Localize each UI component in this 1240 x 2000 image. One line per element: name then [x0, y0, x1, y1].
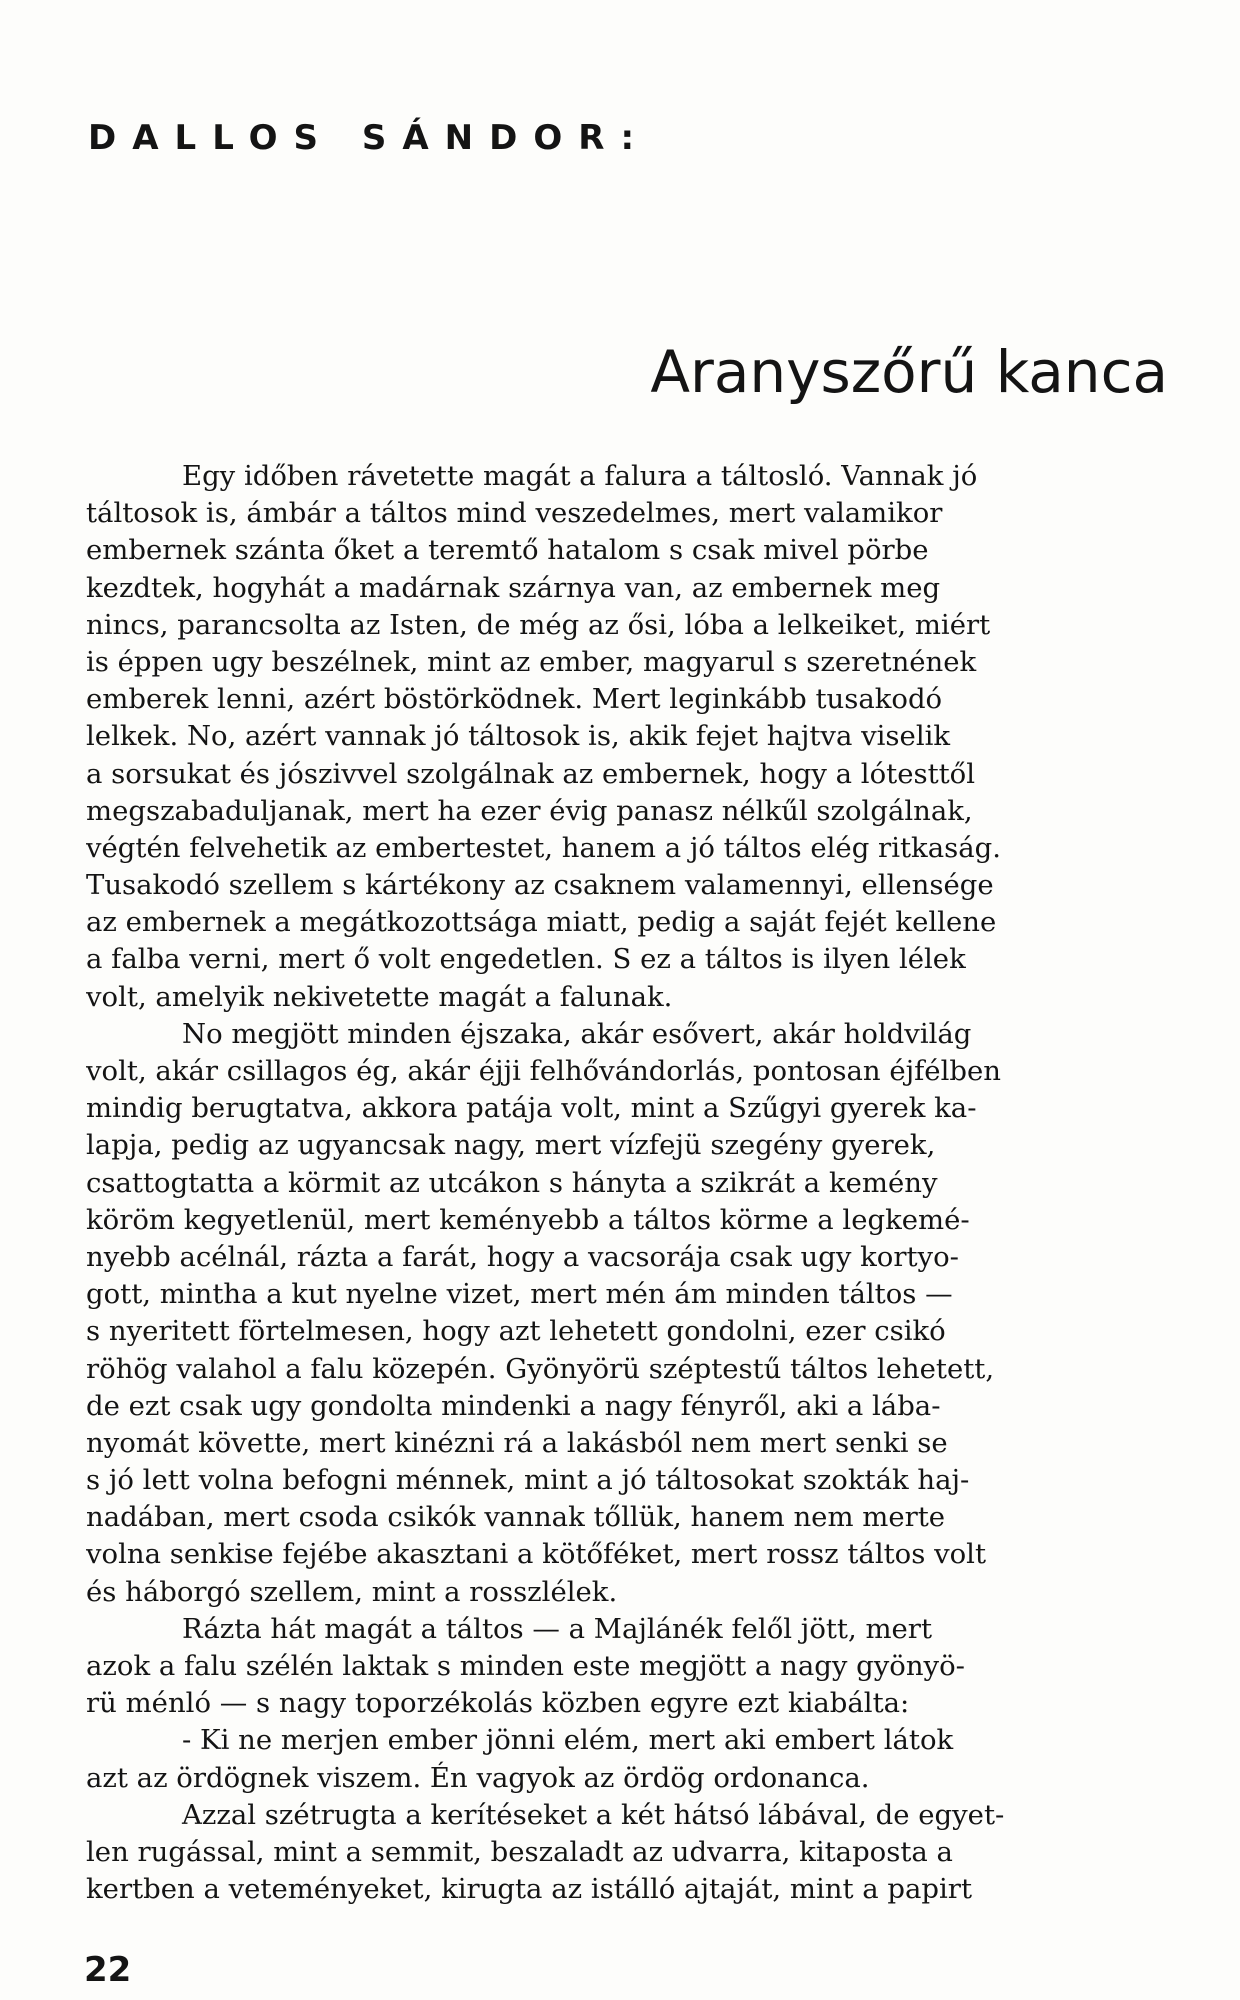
text-line: Rázta hát magát a táltos — a Majlánék felől jött, mert	[182, 1612, 933, 1645]
text-line: is éppen ugy beszélnek, mint az ember, magyarul s szeretnének	[86, 645, 977, 678]
text-line: az embernek a megátkozottsága miatt, pedig a saját fejét kellene	[86, 906, 997, 939]
text-line: röhög valahol a falu közepén. Gyönyörü széptestű táltos lehetett,	[86, 1352, 995, 1385]
text-line: csattogtatta a körmit az utcákon s hányta a szikrát a kemény	[86, 1166, 938, 1199]
text-line: kezdtek, hogyhát a madárnak szárnya van, az embernek meg	[86, 571, 941, 604]
story-title: Aranyszőrű kanca	[650, 338, 1168, 406]
text-line: de ezt csak ugy gondolta mindenki a nagy fényről, aki a lába-	[86, 1389, 941, 1422]
text-line: s jó lett volna befogni ménnek, mint a jó táltosokat szokták haj-	[86, 1464, 970, 1497]
text-line: a falba verni, mert ő volt engedetlen. S ez a táltos is ilyen lélek	[86, 943, 966, 976]
text-line: - Ki ne merjen ember jönni elém, mert aki embert látok	[182, 1724, 954, 1757]
story-body	[86, 458, 1172, 1908]
text-line: a sorsukat és jószivvel szolgálnak az embernek, hogy a lótesttől	[86, 757, 976, 790]
text-line: nyomát követte, mert kinézni rá a lakásból nem mert senki se	[86, 1426, 948, 1459]
text-line: embernek szánta őket a teremtő hatalom s csak mivel pörbe	[86, 534, 929, 567]
text-line: nadában, mert csoda csikók vannak tőllük, hanem nem merte	[86, 1501, 946, 1534]
text-line: volt, akár csillagos ég, akár éjji felhővándorlás, pontosan éjfélben	[86, 1055, 1001, 1087]
text-line: Egy időben rávetette magát a falura a táltosló. Vannak jó	[182, 460, 978, 492]
text-line: megszabaduljanak, mert ha ezer évig panasz nélkűl szolgálnak,	[86, 794, 973, 827]
author-name: DALLOS SÁNDOR:	[88, 118, 651, 158]
text-line: gott, mintha a kut nyelne vizet, mert mén ám minden táltos —	[86, 1278, 953, 1311]
text-line: volna senkise fejébe akasztani a kötőféket, mert rossz táltos volt	[86, 1538, 987, 1571]
text-line: rü ménló — s nagy toporzékolás közben egyre ezt kiabálta:	[86, 1687, 910, 1720]
text-line: nyebb acélnál, rázta a farát, hogy a vacsorája csak ugy kortyo-	[86, 1240, 959, 1273]
text-line: nincs, parancsolta az Isten, de még az ősi, lóba a lelkeiket, miért	[86, 608, 991, 641]
text-line: kertben a veteményeket, kirugta az istálló ajtaját, mint a papirt	[86, 1873, 972, 1906]
text-line: mindig berugtatva, akkora patája volt, mint a Szűgyi gyerek ka-	[86, 1092, 977, 1125]
text-line: volt, amelyik nekivetette magát a falunak.	[86, 980, 673, 1013]
text-line: és háborgó szellem, mint a rosszlélek.	[86, 1575, 618, 1608]
text-line: No megjött minden éjszaka, akár esővert, akár holdvilág	[182, 1017, 972, 1050]
text-line: len rugással, mint a semmit, beszaladt az udvarra, kitaposta a	[86, 1835, 953, 1868]
page-number: 22	[84, 1950, 132, 1990]
text-line: táltosok is, ámbár a táltos mind veszedelmes, mert valamikor	[86, 497, 943, 530]
text-line: lapja, pedig az ugyancsak nagy, mert vízfejü szegény gyerek,	[86, 1129, 936, 1162]
text-line: lelkek. No, azért vannak jó táltosok is, akik fejet hajtva viselik	[86, 720, 951, 753]
text-line: emberek lenni, azért böstörködnek. Mert leginkább tusakodó	[86, 683, 943, 716]
text-line: s nyeritett förtelmesen, hogy azt lehetett gondolni, ezer csikó	[86, 1315, 946, 1348]
text-line: azok a falu szélén laktak s minden este megjött a nagy gyönyö-	[86, 1650, 965, 1682]
text-line: azt az ördögnek viszem. Én vagyok az ördög ordonanca.	[86, 1761, 870, 1794]
text-line: köröm kegyetlenül, mert keményebb a táltos körme a legkemé-	[86, 1203, 970, 1236]
text-line: Azzal szétrugta a kerítéseket a két hátsó lábával, de egyet-	[182, 1798, 1005, 1831]
text-line: végtén felvehetik az embertestet, hanem a jó táltos elég ritkaság.	[86, 831, 1001, 864]
text-line: Tusakodó szellem s kártékony az csaknem valamennyi, ellensége	[86, 869, 994, 902]
